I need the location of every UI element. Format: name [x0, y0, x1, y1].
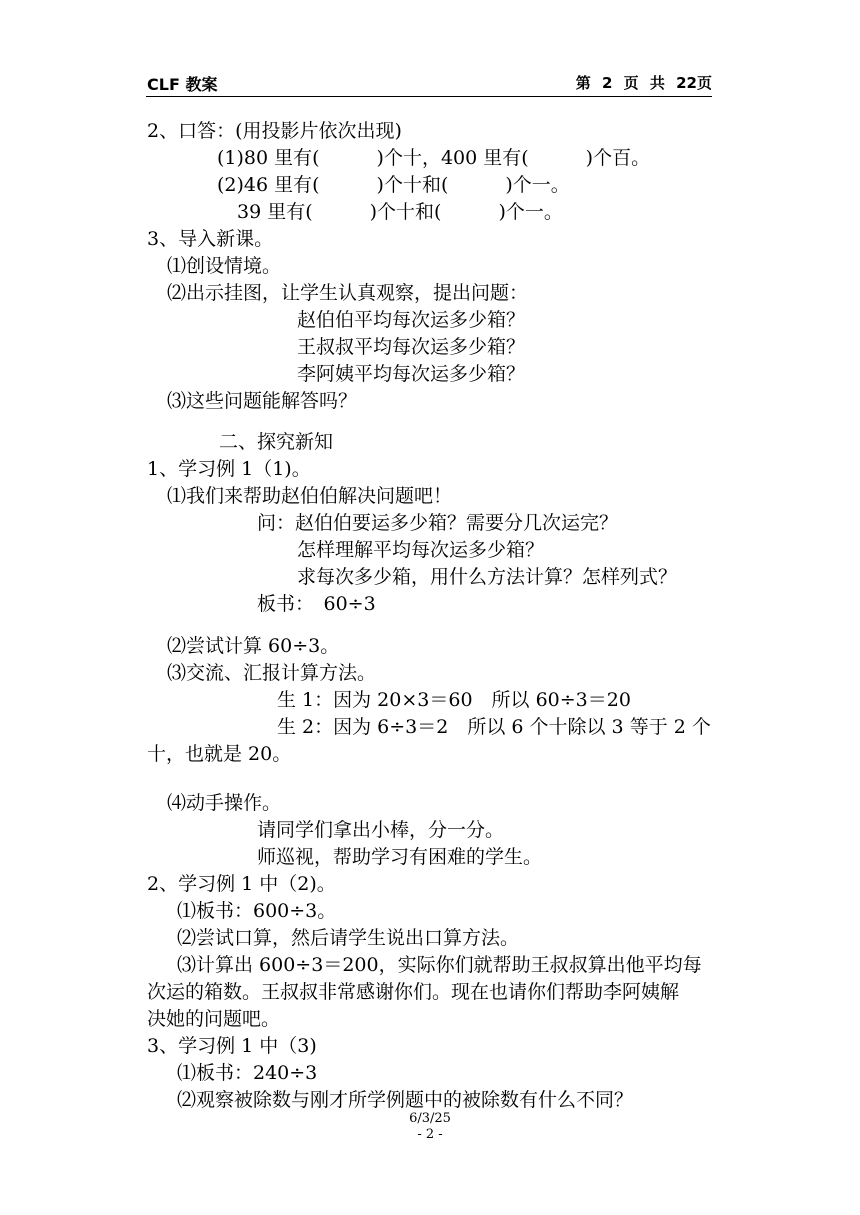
text-line: 3、导入新课。	[147, 228, 274, 250]
footer-date: 6/3/25	[409, 1111, 451, 1126]
text-line: 怎样理解平均每次运多少箱？	[297, 539, 545, 561]
text-line: 求每次多少箱，用什么方法计算？怎样列式？	[297, 566, 678, 588]
text-line: ⑷动手操作。	[167, 792, 282, 814]
text-line: 生 2：因为 6÷3＝2 所以 6 个十除以 3 等于 2 个	[277, 716, 711, 738]
text-line: ⑴板书：240÷3	[177, 1062, 318, 1084]
text-line: 2、学习例 1 中（2)。	[147, 873, 336, 895]
text-line: 十，也就是 20。	[147, 743, 292, 765]
text-line: 决她的问题吧。	[147, 1008, 281, 1030]
footer-page-number: - 2 -	[417, 1127, 443, 1142]
header-rule	[146, 96, 712, 97]
text-line: ⑵出示挂图，让学生认真观察，提出问题：	[167, 282, 529, 304]
text-line: (2)46 里有( )个十和( )个一。	[217, 174, 570, 196]
text-line: 王叔叔平均每次运多少箱？	[297, 336, 526, 358]
text-line: 问：赵伯伯要运多少箱？需要分几次运完？	[257, 512, 619, 534]
text-line: ⑴创设情境。	[167, 255, 282, 277]
section-heading: 二、探究新知	[219, 431, 334, 453]
text-line: 板书： 60÷3	[257, 593, 376, 615]
text-line: ⑶交流、汇报计算方法。	[167, 662, 377, 684]
text-line: (1)80 里有( )个十，400 里有( )个百。	[217, 147, 651, 169]
header-title: CLF 教案	[147, 75, 218, 94]
text-line: 师巡视，帮助学习有困难的学生。	[257, 846, 543, 868]
text-line: 1、学习例 1（1)。	[147, 458, 311, 480]
header-page-info: 第 2 页 共 22页	[575, 74, 712, 92]
text-line: 请同学们拿出小棒，分一分。	[257, 819, 505, 841]
text-line: 赵伯伯平均每次运多少箱？	[297, 309, 526, 331]
text-line: 次运的箱数。王叔叔非常感谢你们。现在也请你们帮助李阿姨解	[147, 981, 680, 1003]
text-line: 生 1：因为 20×3＝60 所以 60÷3＝20	[277, 689, 631, 711]
text-line: ⑶这些问题能解答吗？	[167, 390, 358, 412]
text-line: ⑵尝试口算，然后请学生说出口算方法。	[177, 927, 520, 949]
text-line: 39 里有( )个十和( )个一。	[237, 201, 563, 223]
text-line: ⑵尝试计算 60÷3。	[167, 635, 340, 657]
text-line: ⑴我们来帮助赵伯伯解决问题吧！	[167, 485, 453, 507]
text-line: ⑶计算出 600÷3＝200，实际你们就帮助王叔叔算出他平均每	[177, 954, 702, 976]
text-line: 2、口答：(用投影片依次出现)	[147, 120, 402, 142]
text-line: 李阿姨平均每次运多少箱？	[297, 363, 526, 385]
text-line: ⑵观察被除数与刚才所学例题中的被除数有什么不同？	[177, 1089, 634, 1111]
text-line: 3、学习例 1 中（3)	[147, 1035, 317, 1057]
text-line: ⑴板书：600÷3。	[177, 900, 337, 922]
